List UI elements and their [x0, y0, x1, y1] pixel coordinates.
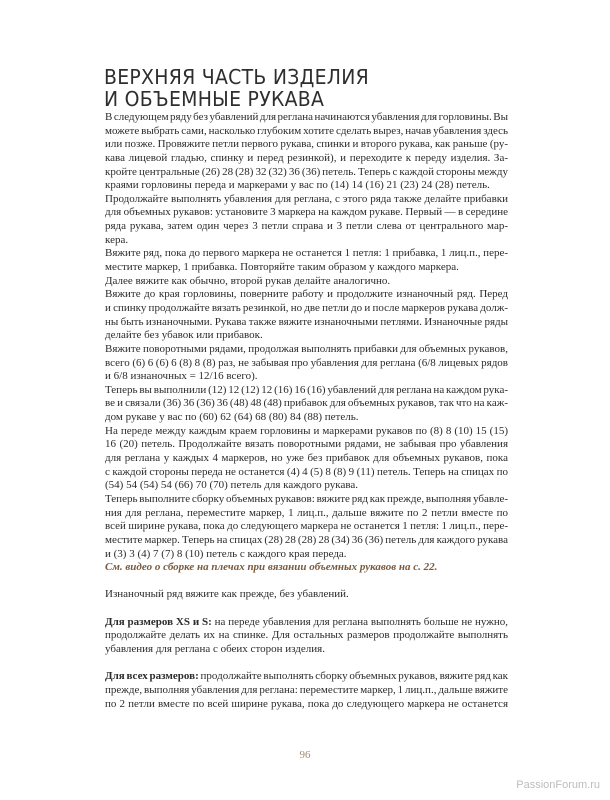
section-title-line: И ОБЪЕМНЫЕ РУКАВА — [104, 87, 325, 111]
text-line — [105, 588, 508, 602]
paragraph — [105, 275, 508, 289]
line-text: Вяжите до края горловины, поверните работу и продолжите изнаночный ряд. Перед — [105, 288, 508, 301]
text-line — [105, 629, 508, 643]
paragraph — [105, 384, 508, 425]
line-text: дом рукаве у вас по (60) 62 (64) 68 (80) 84 (88) петель. — [105, 411, 359, 424]
paragraph — [105, 425, 508, 493]
text-line — [105, 684, 508, 698]
paragraph — [105, 288, 508, 343]
paragraph — [105, 111, 508, 193]
paragraph — [105, 670, 508, 711]
size-label: Для всех размеров: — [105, 670, 199, 683]
line-text: для реглана у каждых 4 маркеров, но уже без прибавок для объемных рукавов, пока — [105, 452, 508, 465]
body-text — [105, 111, 508, 711]
text-line — [105, 643, 508, 657]
page-number: 96 — [299, 749, 311, 761]
text-line — [105, 479, 508, 493]
text-line — [105, 166, 508, 180]
paragraph — [105, 588, 508, 602]
line-text: и (3) 3 (4) 7 (7) 8 (10) петель с каждого края переда. — [105, 547, 347, 560]
text-line — [105, 152, 508, 166]
text-line — [105, 452, 508, 466]
line-text: Далее вяжите как обычно, второй рукав делайте аналогично. — [105, 274, 391, 287]
line-text: и спинку продолжайте вязать резинкой, но две петли до и после маркеров рукава долж- — [105, 301, 508, 314]
text-line — [105, 520, 508, 534]
text-line — [105, 316, 508, 330]
text-line — [105, 220, 508, 234]
line-text: продолжайте выполнять сборку объемных рукавов, вяжите ряд как — [198, 670, 509, 683]
line-text: кройте центральные (26) 28 (28) 32 (32) 36 (36) петель. Теперь с каждой стороны между — [105, 165, 508, 178]
line-text: Продолжайте выполнять убавления для реглана, с этого ряда также делайте прибавки — [105, 192, 508, 205]
text-line — [105, 111, 508, 125]
line-text: на переде убавления для реглана выполнять больше не нужно, — [211, 615, 508, 628]
line-text: На переде между каждым краем горловины и маркерами рукавов по (8) 8 (10) 15 (15) — [105, 424, 508, 437]
line-text: ния для реглана, переместите маркер, 1 лиц.п., дальше вяжите по 2 петли вместе по — [105, 506, 508, 519]
paragraph-gap — [105, 602, 508, 616]
text-line — [105, 670, 508, 684]
line-text: делайте без убавок или прибавок. — [105, 329, 263, 342]
text-line — [105, 507, 508, 521]
line-text: В следующем ряду без убавлений для реглана начинаются убавления для горловины. Вы — [105, 111, 508, 123]
paragraph — [105, 493, 508, 561]
text-line — [105, 534, 508, 548]
paragraph — [105, 193, 508, 248]
line-text: прежде, выполняя убавления для реглана: переместите маркер, 1 лиц.п., дальше вяжите — [105, 683, 508, 696]
text-line — [105, 384, 508, 398]
text-line — [105, 125, 508, 139]
line-text: Изнаночный ряд вяжите как прежде, без убавлений. — [105, 588, 349, 601]
text-line — [105, 234, 508, 248]
line-text: местите маркер, 1 прибавка. Повторяйте таким образом у каждого маркера. — [105, 261, 459, 274]
text-line — [105, 397, 508, 411]
line-text: местите маркер. Теперь на спицах (28) 28 (28) 28 (34) 36 (36) петель для каждого рукава — [105, 533, 508, 546]
text-line — [105, 698, 508, 712]
text-line — [105, 411, 508, 425]
text-line — [105, 370, 508, 384]
line-text: Вяжите поворотными рядами, продолжая выполнять прибавки для объемных рукавов, — [105, 342, 508, 355]
line-text: всего (6) 6 (6) 6 (8) 8 (8) раз, не забывая про убавления для реглана (6/8 лицевых рядов — [105, 356, 508, 369]
line-text: с каждой стороны переда не останется (4) 4 (5) 8 (8) 9 (11) петель. Теперь на спицах по — [105, 465, 508, 478]
text-line — [105, 206, 508, 220]
line-text: (54) 54 (54) 54 (66) 70 (70) петель для каждого рукава. — [105, 479, 359, 492]
text-line — [105, 343, 508, 357]
line-text: ны быть изнаночными. Рукава также вяжите изнаночными петлями. Изнаночные ряды — [105, 315, 508, 328]
line-text: всей ширине рукава, пока до следующего маркера не останется 1 петля: 1 лиц.п., пере- — [105, 520, 508, 533]
line-text: можете выбрать сами, насколько глубоким хотите сделать вырез, начав убавления здесь — [105, 124, 508, 137]
paragraph — [105, 343, 508, 384]
line-text: Теперь вы выполнили (12) 12 (12) 12 (16) 16 (16) убавлений для реглана на каждом рука- — [105, 383, 508, 396]
line-text: 16 (20) петель. Продолжайте вязать поворотными рядами, не забывая про убавления — [105, 438, 508, 451]
text-line — [105, 275, 508, 289]
line-text: или позже. Провяжите петли первого рукава, спинки и второго рукава, как раньше (ру- — [105, 138, 508, 151]
section-title-line: ВЕРХНЯЯ ЧАСТЬ ИЗДЕЛИЯ — [104, 65, 370, 89]
text-line — [105, 438, 508, 452]
text-line — [105, 466, 508, 480]
paragraph-gap — [105, 575, 508, 589]
paragraph — [105, 247, 508, 274]
line-text: и 6/8 изнаночных = 12/16 всего). — [105, 370, 258, 383]
line-text: продолжайте делать их на спинке. Для остальных размеров продолжайте выполнять — [105, 629, 508, 642]
text-line — [105, 179, 508, 193]
line-text: Вяжите ряд, пока до первого маркера не останется 1 петля: 1 прибавка, 1 лиц.п., пере- — [105, 247, 508, 260]
line-text: кава лицевой гладью, спинку и перед резинкой), и переходите к переду изделия. За- — [105, 151, 508, 164]
paragraph-gap — [105, 657, 508, 671]
text-line — [105, 247, 508, 261]
text-line — [105, 357, 508, 371]
text-line — [105, 329, 508, 343]
text-line — [105, 138, 508, 152]
line-text: ве и связали (36) 36 (36) 36 (48) 48 (48) прибавок для объемных рукавов, так что на каж- — [105, 397, 508, 410]
text-line — [105, 302, 508, 316]
line-text: кера. — [105, 233, 129, 246]
paragraph — [105, 616, 508, 657]
line-text: Теперь выполните сборку объемных рукавов: вяжите ряд как прежде, выполняя убавле- — [105, 492, 508, 505]
line-text: убавления для реглана с обеих сторон изделия. — [105, 642, 325, 655]
line-text: для объемных рукавов: установите 3 маркера на каждом рукаве. Первый — в середине — [105, 206, 508, 219]
text-line — [105, 425, 508, 439]
size-label: Для размеров XS и S: — [105, 615, 212, 628]
text-line — [105, 561, 508, 575]
section-title — [104, 66, 369, 110]
text-line — [105, 288, 508, 302]
text-line — [105, 193, 508, 207]
text-line — [105, 616, 508, 630]
line-text: ряда рукава, затем один через 3 петли справа и 3 петли слева от центрального мар- — [105, 220, 508, 233]
line-text: краями горловины переда и маркерами у вас по (14) 14 (16) 21 (23) 24 (28) петель. — [105, 179, 490, 192]
watermark: PassionForum.ru — [516, 779, 600, 791]
text-line — [105, 261, 508, 275]
line-text: См. видео о сборке на плечах при вязании объемных рукавов на с. 22. — [105, 561, 438, 574]
text-line — [105, 493, 508, 507]
text-line — [105, 548, 508, 562]
line-text: по 2 петли вместе по всей ширине рукава, пока до следующего маркера не останется — [105, 697, 508, 710]
video-reference-note — [105, 561, 508, 575]
